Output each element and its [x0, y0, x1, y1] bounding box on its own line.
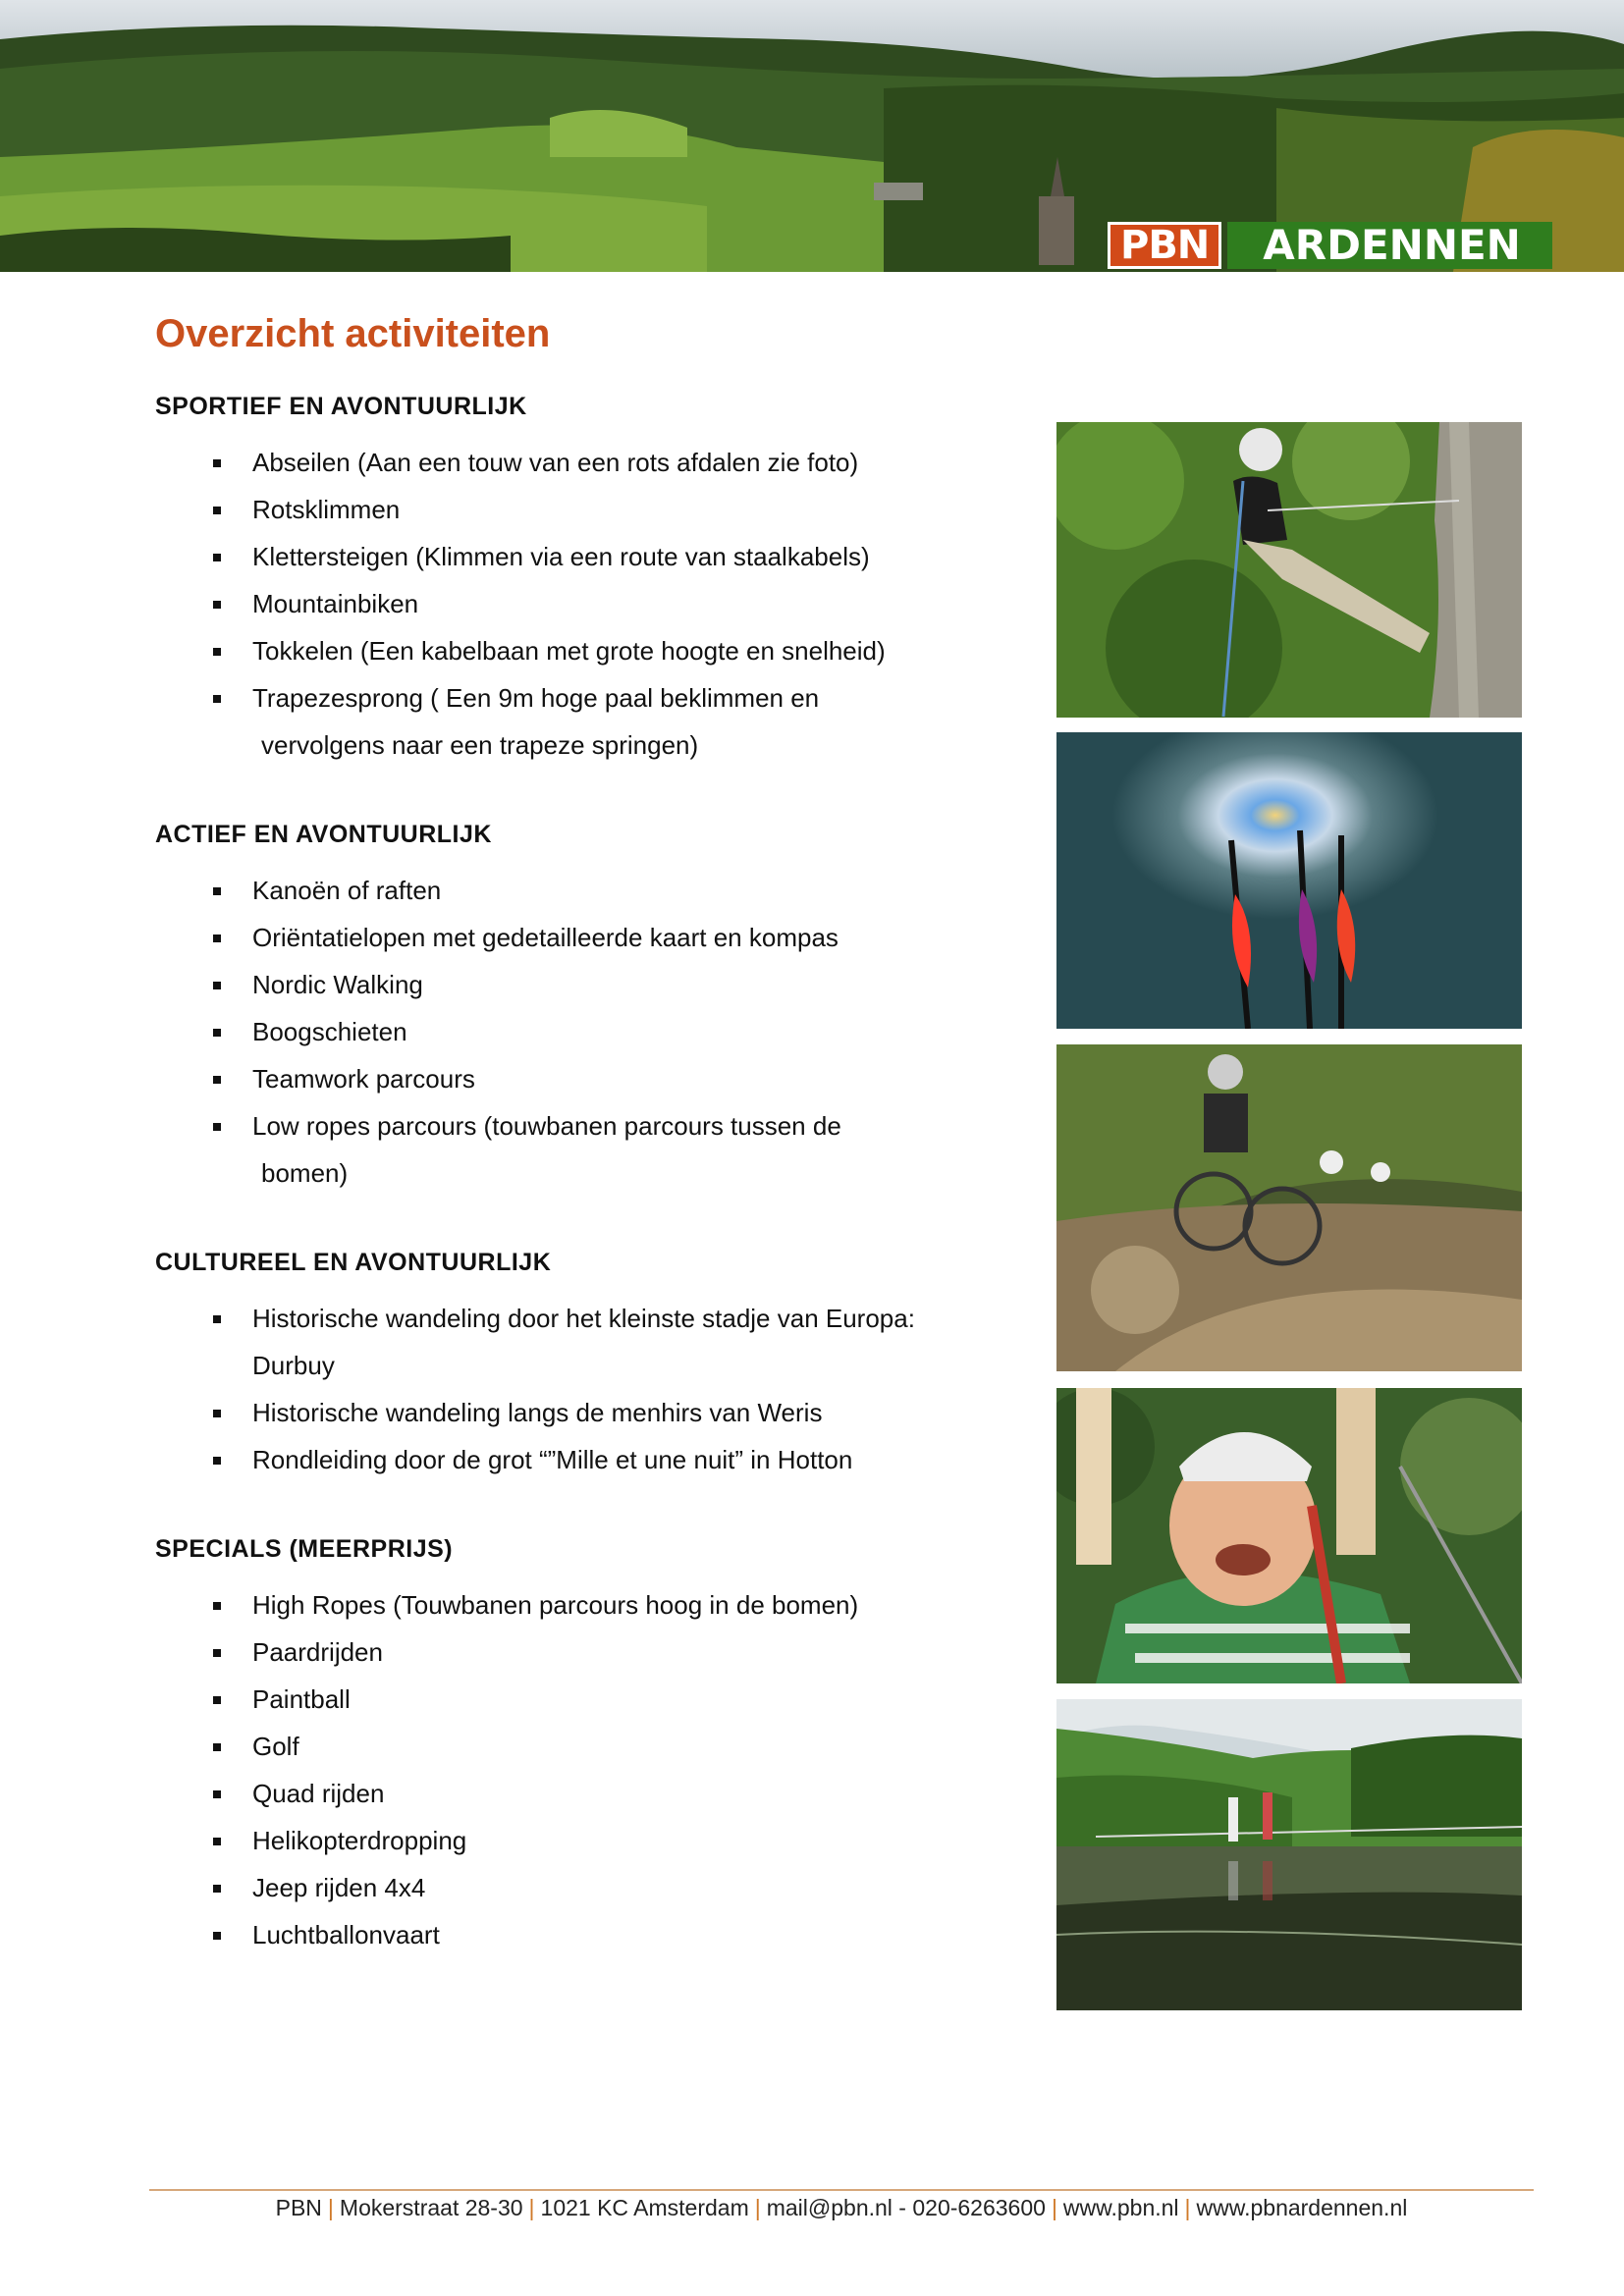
list-item: High Ropes (Touwbanen parcours hoog in de bomen)	[155, 1581, 1019, 1629]
section-heading: SPORTIEF EN AVONTUURLIJK	[155, 393, 527, 420]
section-heading: SPECIALS (MEERPRIJS)	[155, 1535, 454, 1563]
photo-archery	[1056, 732, 1522, 1029]
list-item: Historische wandeling door het kleinste stadje van Europa: Durbuy	[155, 1295, 1019, 1389]
section-specials	[155, 1535, 1019, 1958]
list-item: Quad rijden	[155, 1770, 1019, 1817]
section-heading: CULTUREEL EN AVONTUURLIJK	[155, 1249, 552, 1276]
footer-company: PBN	[275, 2195, 322, 2220]
list-item: Klettersteigen (Klimmen via een route van staalkabels)	[155, 533, 1019, 580]
footer-separator: |	[327, 2195, 334, 2220]
footer-link-pbnardennen[interactable]: www.pbnardennen.nl	[1196, 2195, 1408, 2220]
page-title: Overzicht activiteiten	[155, 312, 551, 355]
list-item: Jeep rijden 4x4	[155, 1864, 1019, 1911]
list-item: Oriëntatielopen met gedetailleerde kaart en kompas	[155, 914, 1019, 961]
list-item: Historische wandeling langs de menhirs van Weris	[155, 1389, 1019, 1436]
section-cultureel	[155, 1249, 1019, 1483]
list-item: Luchtballonvaart	[155, 1911, 1019, 1958]
logo-ardennen: ARDENNEN	[1227, 222, 1552, 269]
list-item: Helikopterdropping	[155, 1817, 1019, 1864]
footer-separator: |	[528, 2195, 535, 2220]
list-item: Teamwork parcours	[155, 1055, 1019, 1102]
footer-separator: |	[754, 2195, 761, 2220]
list-item: Golf	[155, 1723, 1019, 1770]
list-item: Paardrijden	[155, 1629, 1019, 1676]
activity-list	[155, 867, 1019, 1197]
footer-address-city: 1021 KC Amsterdam	[540, 2195, 749, 2220]
photo-high-ropes	[1056, 1388, 1522, 1683]
photo-mountainbike	[1056, 1044, 1522, 1371]
activity-list	[155, 439, 1019, 769]
list-item: Rondleiding door de grot “”Mille et une nuit” in Hotton	[155, 1436, 1019, 1483]
footer-link-pbn[interactable]: www.pbn.nl	[1062, 2195, 1179, 2220]
photo-river-crossing	[1056, 1699, 1522, 2010]
list-item: Mountainbiken	[155, 580, 1019, 627]
list-item: Kanoën of raften	[155, 867, 1019, 914]
list-item: Low ropes parcours (touwbanen parcours tussen de bomen)	[155, 1102, 1019, 1197]
list-item: Nordic Walking	[155, 961, 1019, 1008]
section-heading: ACTIEF EN AVONTUURLIJK	[155, 821, 492, 848]
section-sportief	[155, 393, 1019, 769]
photo-abseiling	[1056, 422, 1522, 718]
list-item: Paintball	[155, 1676, 1019, 1723]
logo-pbn: PBN	[1108, 222, 1221, 269]
list-item: Abseilen (Aan een touw van een rots afdalen zie foto)	[155, 439, 1019, 486]
footer-contact	[149, 2195, 1534, 2221]
list-item: Rotsklimmen	[155, 486, 1019, 533]
activity-list	[155, 1581, 1019, 1958]
footer-separator: |	[1051, 2195, 1057, 2220]
list-item: Boogschieten	[155, 1008, 1019, 1055]
footer-separator: |	[1184, 2195, 1191, 2220]
section-actief	[155, 821, 1019, 1197]
footer-divider	[149, 2189, 1534, 2191]
activity-list	[155, 1295, 1019, 1483]
pbn-ardennen-logo	[1108, 222, 1552, 269]
footer-email-phone[interactable]: mail@pbn.nl - 020-6263600	[766, 2195, 1046, 2220]
footer-address-street: Mokerstraat 28-30	[339, 2195, 523, 2220]
list-item: Tokkelen (Een kabelbaan met grote hoogte en snelheid)	[155, 627, 1019, 674]
header-banner	[0, 0, 1624, 272]
list-item: Trapezesprong ( Een 9m hoge paal beklimmen en vervolgens naar een trapeze springen)	[155, 674, 1019, 769]
